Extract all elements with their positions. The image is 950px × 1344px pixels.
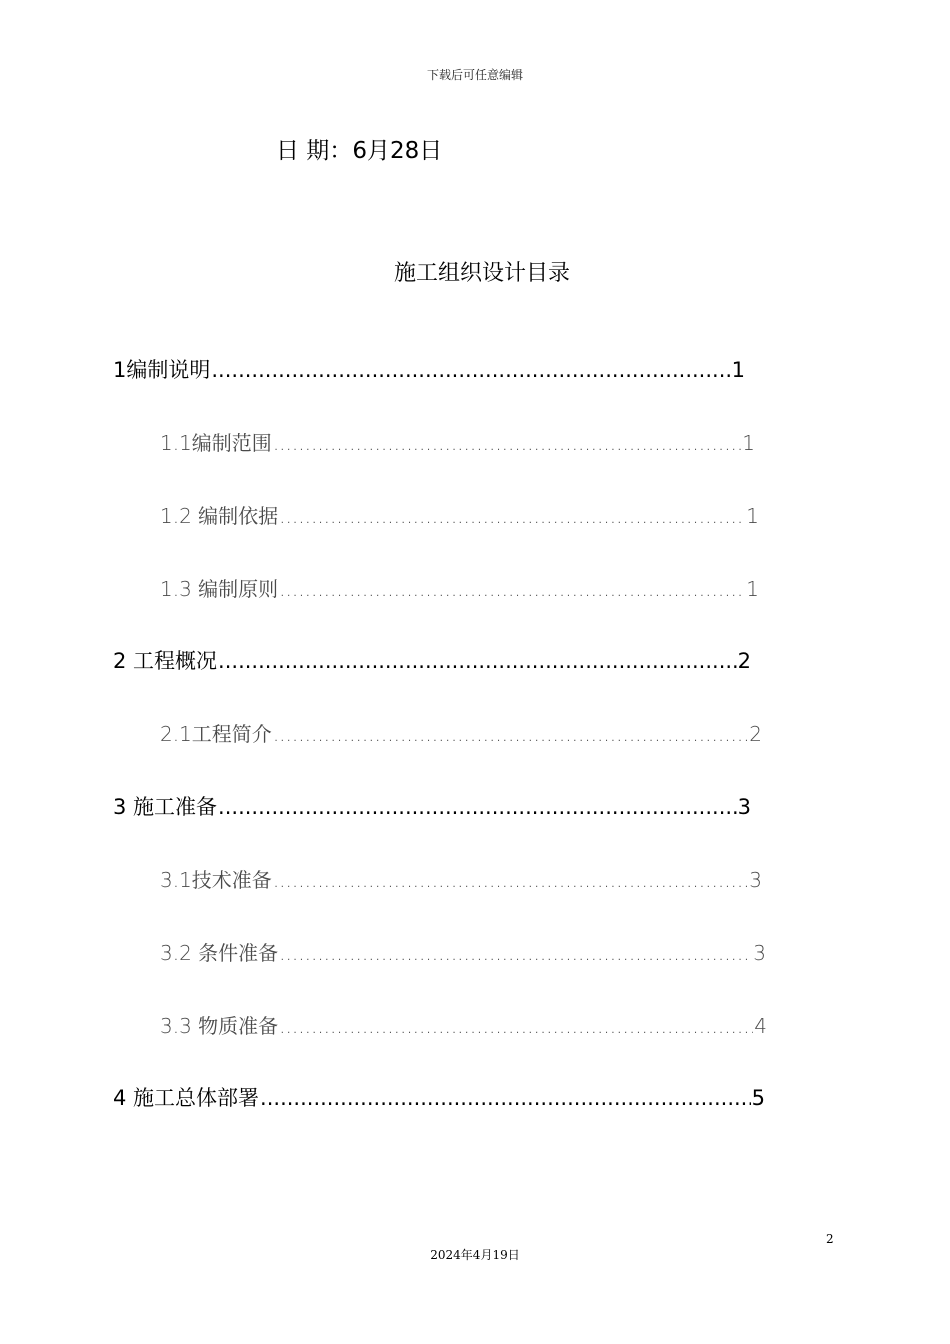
toc-entry-label: 2.1工程简介 xyxy=(160,722,272,746)
toc-entry-label: 3 施工准备 xyxy=(113,795,218,819)
toc-entry-1-2[interactable] xyxy=(160,500,759,529)
toc-leader xyxy=(279,941,752,965)
toc-entry-page: 1 xyxy=(731,358,745,382)
toc-entry-page: 3 xyxy=(737,795,751,819)
toc-entry-label: 3.1技术准备 xyxy=(160,868,272,892)
toc-leader xyxy=(218,649,737,673)
toc-leader xyxy=(260,1086,751,1110)
toc-entry-2-1[interactable] xyxy=(160,718,762,747)
toc-entry-label: 1.3 编制原则 xyxy=(160,577,279,601)
toc-entry-3-3[interactable] xyxy=(160,1010,767,1039)
date-value: 6月28日 xyxy=(352,138,443,164)
toc-leader xyxy=(273,431,741,455)
toc-entry-page: 2 xyxy=(749,722,762,746)
toc-entry-page: 1 xyxy=(746,504,759,528)
toc-entry-page: 1 xyxy=(742,431,755,455)
date-label: 日 期： xyxy=(276,138,353,164)
toc-entry-label: 1编制说明 xyxy=(113,358,211,382)
toc-entry-3-2[interactable] xyxy=(160,937,766,966)
toc-entry-page: 5 xyxy=(751,1086,765,1110)
toc-entry-3[interactable] xyxy=(113,791,751,821)
toc-entry-page: 4 xyxy=(754,1014,767,1038)
toc-entry-label: 1.1编制范围 xyxy=(160,431,272,455)
toc-leader xyxy=(218,795,737,819)
toc-leader xyxy=(279,1014,753,1038)
toc-leader xyxy=(279,577,745,601)
toc-entry-label: 2 工程概况 xyxy=(113,649,218,673)
toc-entry-label: 4 施工总体部署 xyxy=(113,1086,260,1110)
toc-entry-label: 1.2 编制依据 xyxy=(160,504,279,528)
toc-entry-page: 2 xyxy=(737,649,751,673)
header-note: 下载后可任意编辑 xyxy=(426,68,523,82)
toc-entry-label: 3.3 物质准备 xyxy=(160,1014,279,1038)
toc-entry-label: 3.2 条件准备 xyxy=(160,941,279,965)
toc-leader xyxy=(211,358,730,382)
toc-leader xyxy=(273,722,748,746)
toc-leader xyxy=(273,868,748,892)
toc-entry-4[interactable] xyxy=(113,1082,765,1112)
toc-entry-page: 3 xyxy=(749,868,762,892)
date-line xyxy=(276,132,442,165)
toc-entry-page: 1 xyxy=(746,577,759,601)
toc-entry-1-3[interactable] xyxy=(160,573,759,602)
toc-entry-1-1[interactable] xyxy=(160,427,755,456)
toc-title: 施工组织设计目录 xyxy=(393,261,570,286)
footer-date: 2024年4月19日 xyxy=(430,1248,520,1262)
toc-entry-page: 3 xyxy=(753,941,766,965)
toc-entry-1[interactable] xyxy=(113,354,745,384)
toc-entry-3-1[interactable] xyxy=(160,864,762,893)
page-number: 2 xyxy=(826,1232,834,1246)
toc-entry-2[interactable] xyxy=(113,645,751,675)
toc-leader xyxy=(279,504,745,528)
